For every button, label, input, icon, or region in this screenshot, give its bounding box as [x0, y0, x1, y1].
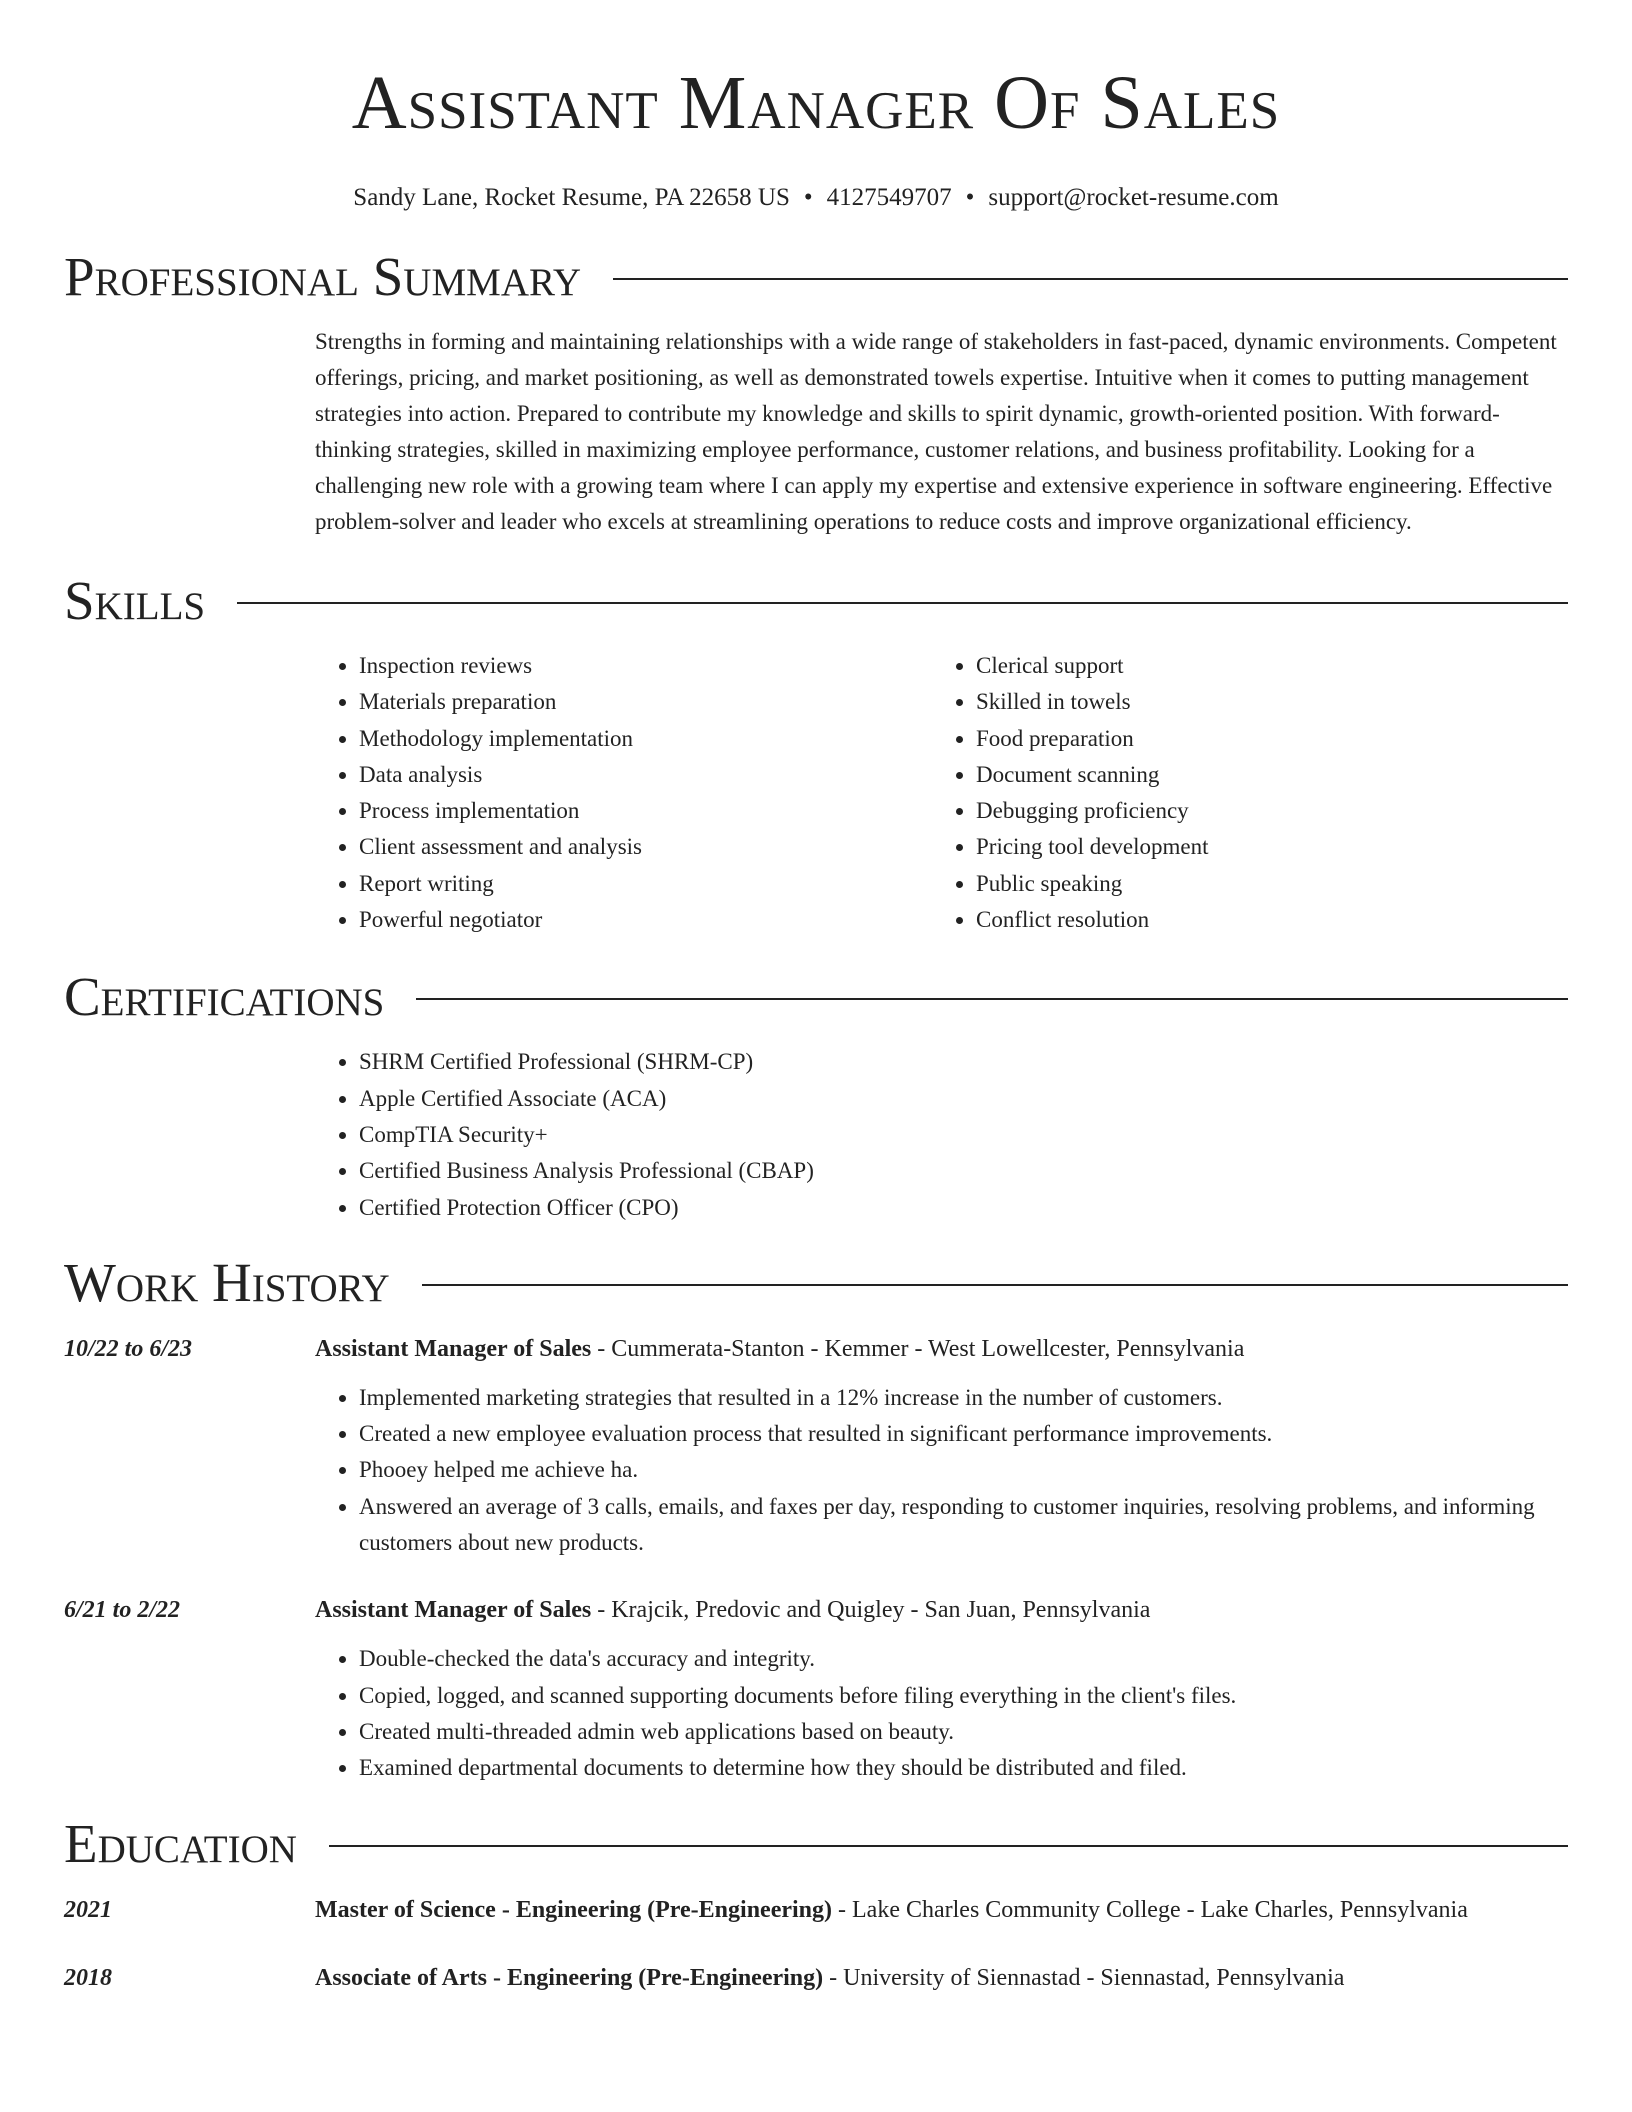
section-heading: Work History: [64, 1251, 390, 1313]
section-divider: [329, 1845, 1568, 1847]
section-heading: Skills: [64, 570, 206, 631]
institution: - University of Siennastad - Siennastad, Pennsylvania: [823, 1964, 1345, 1991]
certification-item: • Certified Protection Officer (CPO): [359, 1190, 1568, 1226]
skills-list: [315, 648, 1568, 938]
degree: Master of Science - Engineering (Pre-Engineering): [315, 1896, 833, 1923]
work-bullet: • Double-checked the data's accuracy and integrity.: [359, 1641, 1568, 1677]
skills-column-left: [315, 648, 932, 938]
work-content: [315, 1591, 1568, 1786]
certification-item: • Certified Business Analysis Professional (CBAP): [359, 1153, 1568, 1189]
skill-item: • Inspection reviews: [359, 648, 932, 684]
work-bullet: • Implemented marketing strategies that resulted in a 12% increase in the number of customers.: [359, 1380, 1568, 1416]
institution: - Lake Charles Community College - Lake Charles, Pennsylvania: [832, 1896, 1468, 1923]
work-content: [315, 1330, 1568, 1561]
contact-separator: •: [803, 184, 813, 211]
contact-line: [64, 182, 1568, 214]
skill-item: • Skilled in towels: [976, 684, 1549, 720]
skills-column-right: [932, 648, 1549, 938]
work-history-section-header: [64, 1250, 1568, 1316]
education-entry: [64, 1891, 1568, 1929]
skill-item: • Powerful negotiator: [359, 902, 932, 938]
work-bullets: [315, 1380, 1568, 1561]
skill-item: • Food preparation: [976, 721, 1549, 757]
job-title: Assistant Manager of Sales: [315, 1597, 592, 1624]
contact-email: support@rocket-resume.com: [988, 184, 1279, 211]
education-entry: [64, 1959, 1568, 1997]
contact-phone: 4127549707: [826, 184, 952, 211]
education-content: [315, 1891, 1568, 1929]
certification-item: • Apple Certified Associate (ACA): [359, 1081, 1568, 1117]
work-bullet: • Examined departmental documents to determine how they should be distributed and filed.: [359, 1750, 1568, 1786]
certifications-section-header: [64, 964, 1568, 1030]
work-dates: 10/22 to 6/23: [64, 1335, 193, 1362]
work-bullet: • Phooey helped me achieve ha.: [359, 1452, 1568, 1488]
degree: Associate of Arts - Engineering (Pre-Engineering): [315, 1964, 824, 1991]
skill-item: • Debugging proficiency: [976, 793, 1549, 829]
skill-item: • Client assessment and analysis: [359, 829, 932, 865]
job-title: Assistant Manager of Sales: [315, 1335, 592, 1362]
job-employer: - Cummerata-Stanton - Kemmer - West Lowellcester, Pennsylvania: [591, 1335, 1245, 1362]
work-entry: [64, 1330, 1568, 1561]
contact-separator: •: [965, 184, 975, 211]
skill-item: • Process implementation: [359, 793, 932, 829]
skill-item: • Pricing tool development: [976, 829, 1549, 865]
contact-address: Sandy Lane, Rocket Resume, PA 22658 US: [353, 184, 790, 211]
skill-item: • Methodology implementation: [359, 721, 932, 757]
education-year: 2021: [64, 1896, 112, 1923]
certification-item: • CompTIA Security+: [359, 1117, 1568, 1153]
work-bullet: • Created a new employee evaluation process that resulted in significant performance improvements.: [359, 1416, 1568, 1452]
section-divider: [416, 998, 1568, 1000]
skill-item: • Report writing: [359, 866, 932, 902]
section-divider: [422, 1284, 1568, 1286]
work-bullets: [315, 1641, 1568, 1786]
job-employer: - Krajcik, Predovic and Quigley - San Juan, Pennsylvania: [591, 1597, 1151, 1624]
skill-item: • Data analysis: [359, 757, 932, 793]
section-heading: Professional Summary: [64, 246, 582, 307]
work-dates: 6/21 to 2/22: [64, 1597, 181, 1624]
skill-item: • Materials preparation: [359, 684, 932, 720]
summary-text: Strengths in forming and maintaining relationships with a wide range of stakeholders in fast-paced, dynamic environments. Competent offerings, pricing, and market positioning, as well as demonstrated towels expertise. Intuitive when it comes to putting management strategies into action. Prepared to contribute my knowledge and skills to spirit dynamic, growth-oriented position. With forward-thinking strategies, skilled in maximizing employee performance, customer relations, and business profitability. Looking for a challenging new role with a growing team where I can apply my expertise and extensive experience in software engineering. Effective problem-solver and leader who excels at streamlining operations to reduce costs and improve organizational efficiency.: [315, 329, 1557, 534]
work-entry: [64, 1591, 1568, 1786]
work-title-line: [315, 1330, 1568, 1368]
work-bullet: • Created multi-threaded admin web applications based on beauty.: [359, 1714, 1568, 1750]
skill-item: • Public speaking: [976, 866, 1549, 902]
certification-item: • SHRM Certified Professional (SHRM-CP): [359, 1044, 1568, 1080]
skill-item: • Document scanning: [976, 757, 1549, 793]
section-heading: Certifications: [64, 966, 385, 1028]
skill-item: • Clerical support: [976, 648, 1549, 684]
certifications-list: [315, 1044, 1568, 1225]
education-content: [315, 1959, 1568, 1997]
summary-section-header: [64, 244, 1568, 310]
resume-title: Assistant Manager Of Sales: [351, 61, 1281, 145]
section-divider: [237, 602, 1568, 604]
skill-item: • Conflict resolution: [976, 902, 1549, 938]
work-bullet: • Copied, logged, and scanned supporting documents before filing everything in the client's files.: [359, 1678, 1568, 1714]
work-title-line: [315, 1591, 1568, 1629]
work-bullet: • Answered an average of 3 calls, emails, and faxes per day, responding to customer inquiries, resolving problems, and informing customers about new products.: [359, 1489, 1568, 1562]
section-heading: Education: [64, 1812, 297, 1874]
education-section-header: [64, 1811, 1568, 1877]
skills-section-header: [64, 568, 1568, 634]
education-year: 2018: [64, 1964, 112, 1991]
section-divider: [613, 278, 1568, 280]
